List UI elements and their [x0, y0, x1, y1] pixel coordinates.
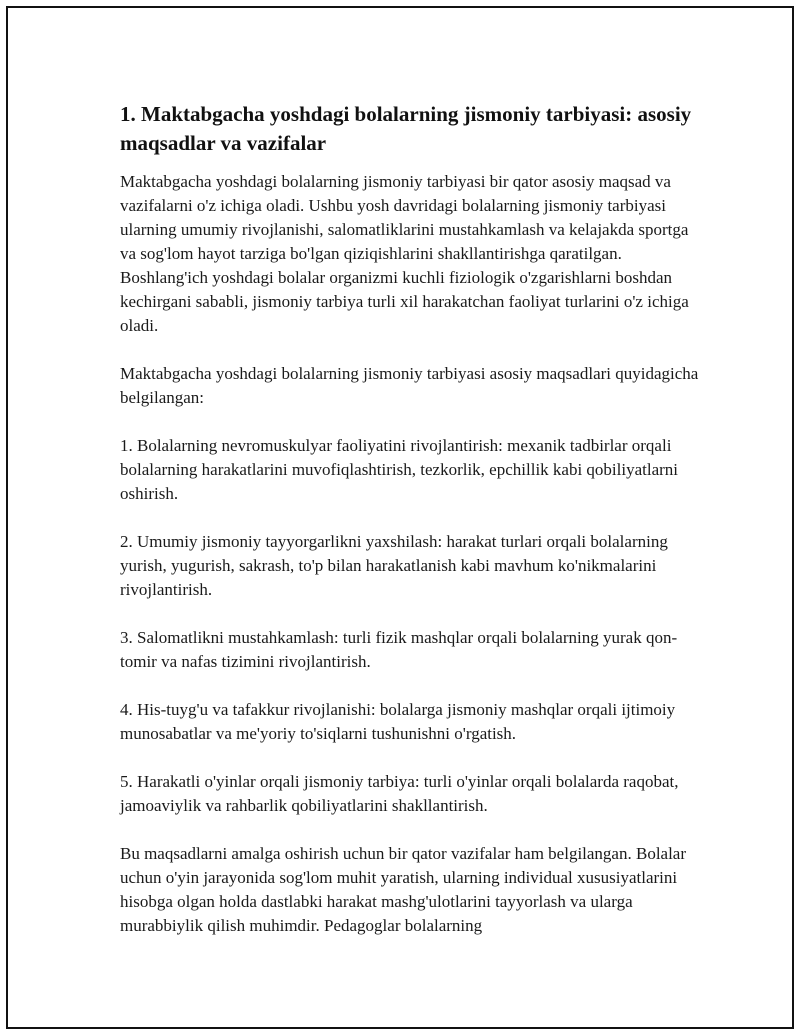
goal-item-3: 3. Salomatlikni mustahkamlash: turli fizik mashqlar orqali bolalarning yurak qon-tomir va nafas tizimini rivojlantirish. — [120, 628, 678, 671]
page-frame — [6, 6, 794, 1029]
goal-item-4: 4. His-tuyg'u va tafakkur rivojlanishi: bolalarga jismoniy mashqlar orqali ijtimoiy munosabatlar va me'yoriy to'siqlarni tushunishni o'rgatish. — [120, 700, 676, 743]
intro-paragraph: Maktabgacha yoshdagi bolalarning jismoniy tarbiyasi bir qator asosiy maqsad va vazifalarni o'z ichiga oladi. Ushbu yosh davridagi bolalarning jismoniy tarbiyasi ularning umumiy rivojlanishi, salomatliklarini mustahkamlash va kelajakda sportga va sog'lom hayot tarziga bo'lgan qiziqishlarini shakllantirishga qaratilgan. Boshlang'ich yoshdagi bolalar organizmi kuchli fiziologik o'zgarishlarni boshdan kechirgani sababli, jismoniy tarbiya turli xil harakatchan faoliyat turlarini o'z ichiga oladi. — [120, 172, 689, 335]
goals-intro-paragraph: Maktabgacha yoshdagi bolalarning jismoniy tarbiyasi asosiy maqsadlari quyidagicha belgilangan: — [120, 364, 699, 407]
document-title: 1. Maktabgacha yoshdagi bolalarning jismoniy tarbiyasi: asosiy maqsadlar va vazifalar — [120, 102, 692, 155]
goal-item-5: 5. Harakatli o'yinlar orqali jismoniy tarbiya: turli o'yinlar orqali bolalarda raqobat, jamoaviylik va rahbarlik qobiliyatlarini shakllantirish. — [120, 772, 679, 815]
goal-item-1: 1. Bolalarning nevromuskulyar faoliyatini rivojlantirish: mexanik tadbirlar orqali bolalarning harakatlarini muvofiqlashtirish, tezkorlik, epchillik kabi qobiliyatlarni oshirish. — [120, 436, 679, 503]
goal-item-2: 2. Umumiy jismoniy tayyorgarlikni yaxshilash: harakat turlari orqali bolalarning yurish, yugurish, sakrash, to'p bilan harakatlanish kabi mavhum ko'nikmalarini rivojlantirish. — [120, 532, 668, 599]
tasks-paragraph: Bu maqsadlarni amalga oshirish uchun bir qator vazifalar ham belgilangan. Bolalar uchun o'yin jarayonida sog'lom muhit yaratish, ularning individual xususiyatlarini hisobga olgan holda dastlabki harakat mashg'ulotlarini tayyorlash va ularga murabbiylik qilish muhimdir. Pedagoglar bolalarning — [120, 844, 687, 935]
document-body — [120, 100, 700, 962]
